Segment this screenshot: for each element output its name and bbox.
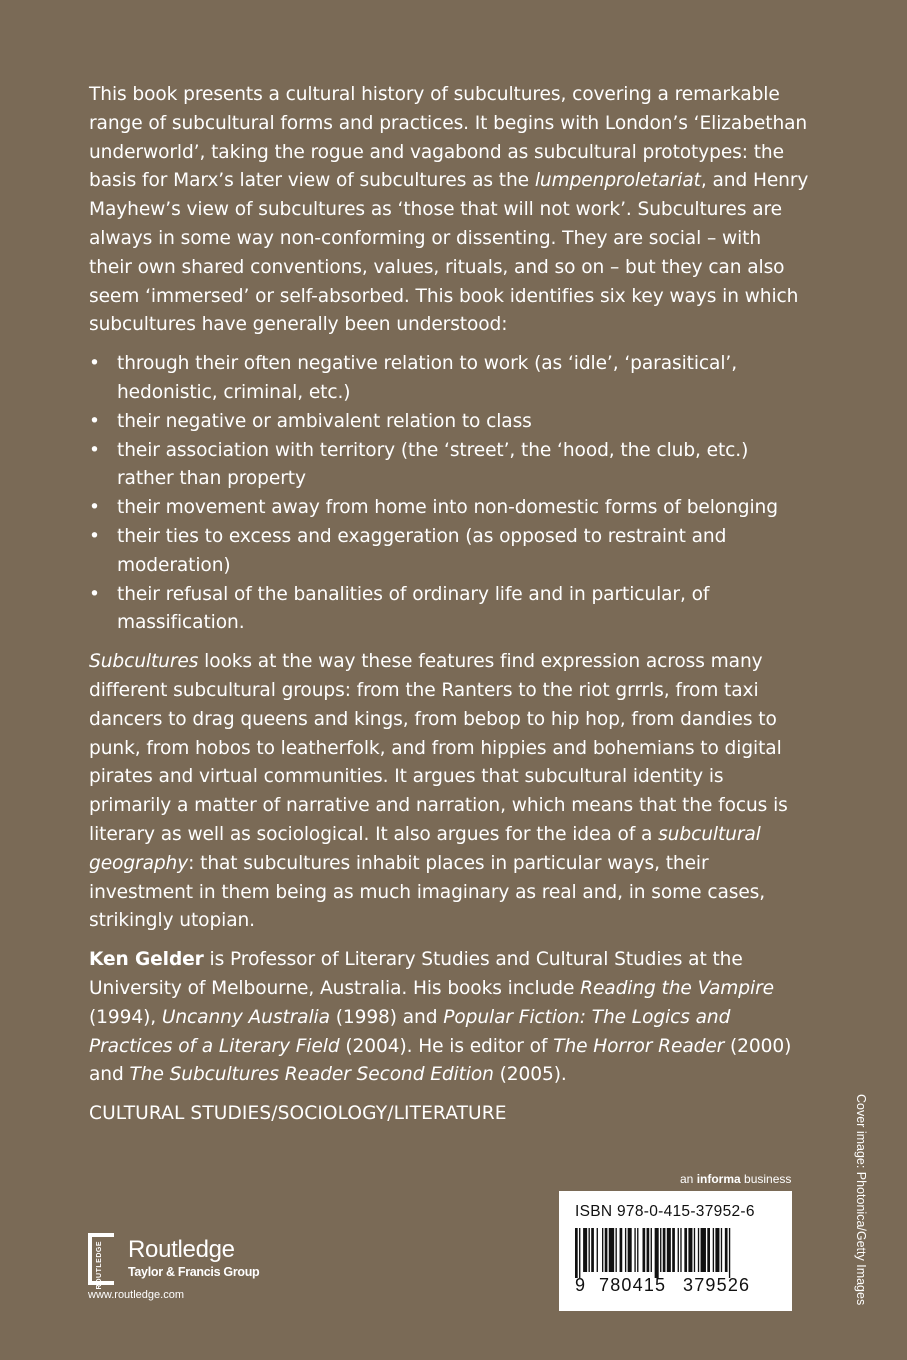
key-ways-list bbox=[89, 350, 809, 638]
logo-vertical-text: ROUTLEDGE bbox=[96, 1241, 103, 1290]
book-title: Reading the Vampire bbox=[580, 977, 774, 999]
book-title: The Horror Reader bbox=[553, 1035, 725, 1057]
barcode-bar bbox=[637, 1228, 638, 1272]
barcode-bar bbox=[694, 1228, 695, 1272]
second-paragraph bbox=[89, 648, 809, 936]
barcode-bar bbox=[602, 1228, 603, 1272]
bio-text: is Professor of Literary Studies and Cultural Studies at the University of Melbourne, Australia. His books include bbox=[89, 949, 743, 999]
barcode-bar bbox=[725, 1228, 728, 1272]
barcode-bar bbox=[680, 1228, 681, 1272]
barcode-bar bbox=[715, 1228, 719, 1272]
isbn-label: ISBN 978-0-415-37952-6 bbox=[575, 1203, 755, 1220]
intro-text-2: , and Henry Mayhew’s view of subcultures as ‘those that will not work’. Subcultures are always in some way non-conforming or dissenting. They are social – with their own shared conventions, values, rituals, and so on – but they can also seem ‘immersed’ or self-absorbed. This book identifies six key ways in which subcultures have generally been understood: bbox=[89, 170, 809, 336]
barcode-bar bbox=[707, 1228, 710, 1272]
bio-text: (2004). He is editor of bbox=[339, 1035, 554, 1057]
barcode-bar bbox=[591, 1228, 594, 1272]
barcode-bar bbox=[634, 1228, 635, 1272]
barcode-icon bbox=[575, 1228, 775, 1278]
author-bio bbox=[89, 946, 809, 1090]
barcode-bar bbox=[678, 1228, 679, 1272]
intro-italic: lumpenproletariat bbox=[534, 170, 701, 192]
barcode-right-digits: 379526 bbox=[683, 1275, 751, 1295]
cover-credit: Cover image: Photonica/Getty Images bbox=[854, 1094, 868, 1306]
list-item: • their negative or ambivalent relation to class bbox=[89, 408, 809, 437]
barcode-bar bbox=[651, 1228, 652, 1272]
barcode-bar bbox=[667, 1228, 671, 1272]
barcode-bar bbox=[625, 1228, 626, 1272]
publisher-logo bbox=[88, 1233, 328, 1303]
list-item: • through their often negative relation to work (as ‘idle’, ‘parasitical’, hedonistic, criminal, etc.) bbox=[89, 350, 809, 408]
bio-text: (2005). bbox=[493, 1064, 567, 1086]
barcode-bar bbox=[721, 1228, 722, 1272]
barcode-bar bbox=[698, 1228, 699, 1272]
barcode-bar bbox=[647, 1228, 650, 1272]
second-italic: subcultural geography bbox=[89, 823, 761, 874]
barcode-bar bbox=[688, 1228, 692, 1272]
publisher-url: www.routledge.com bbox=[88, 1289, 184, 1301]
barcode-bar bbox=[597, 1228, 598, 1272]
list-item: • their refusal of the banalities of ordinary life and in particular, of massification. bbox=[89, 581, 809, 639]
barcode-bar bbox=[672, 1228, 675, 1272]
barcode-bar bbox=[583, 1228, 587, 1272]
barcode-bar bbox=[660, 1228, 661, 1272]
barcode-bar bbox=[663, 1228, 666, 1272]
list-item: • their association with territory (the ‘street’, the ‘hood, the club, etc.) rather than property bbox=[89, 437, 809, 495]
list-item: • their movement away from home into non-domestic forms of belonging bbox=[89, 494, 809, 523]
publisher-group: Taylor & Francis Group bbox=[128, 1265, 260, 1279]
barcode-bar bbox=[605, 1228, 608, 1272]
informa-prefix: an bbox=[680, 1172, 697, 1186]
barcode-bar bbox=[729, 1228, 730, 1278]
publisher-name: Routledge bbox=[128, 1236, 235, 1263]
barcode-bar bbox=[655, 1228, 659, 1278]
barcode-bar bbox=[620, 1228, 623, 1272]
barcode-bar bbox=[609, 1228, 614, 1272]
barcode-bar bbox=[643, 1228, 646, 1272]
back-cover-text bbox=[89, 81, 809, 1129]
bio-text: (1998) and bbox=[329, 1006, 444, 1028]
barcode-bar bbox=[713, 1228, 714, 1272]
intro-text-1: This book presents a cultural history of subcultures, covering a remarkable range of subcultural forms and practices. It begins with London’s ‘Elizabethan underworld’, taking the rogue and vagabond as subcultural prototypes: the basis for Marx’s later view of subcultures as the bbox=[89, 84, 808, 192]
barcode-bar bbox=[616, 1228, 617, 1272]
barcode-bar bbox=[589, 1228, 590, 1272]
barcode-bar bbox=[701, 1228, 706, 1272]
second-text-2: : that subcultures inhabit places in particular ways, their investment in them being as much imaginary as real and, in some cases, strikingly utopian. bbox=[89, 852, 766, 932]
informa-suffix: business bbox=[740, 1172, 792, 1186]
category-label: CULTURAL STUDIES/SOCIOLOGY/LITERATURE bbox=[89, 1103, 507, 1125]
book-title-italic: Subcultures bbox=[89, 651, 199, 673]
informa-tagline bbox=[680, 1172, 791, 1186]
informa-bold: informa bbox=[696, 1172, 741, 1186]
bio-text: (2000) and bbox=[89, 1035, 792, 1086]
routledge-logo-icon bbox=[88, 1233, 114, 1290]
book-title: Popular Fiction: The Logics and Practices of a Literary Field bbox=[89, 1006, 731, 1057]
barcode-bar bbox=[575, 1228, 578, 1278]
barcode-bar bbox=[579, 1228, 580, 1278]
intro-paragraph bbox=[89, 81, 809, 340]
barcode-left-digits: 780415 bbox=[599, 1275, 667, 1295]
barcode-bar bbox=[628, 1228, 632, 1272]
barcode-bar bbox=[684, 1228, 687, 1272]
book-title: The Subcultures Reader Second Edition bbox=[129, 1064, 494, 1086]
barcode-first-digit: 9 bbox=[575, 1275, 587, 1295]
barcode-box bbox=[559, 1191, 792, 1311]
bio-text: (1994), bbox=[89, 1006, 162, 1028]
second-text-1: looks at the way these features find expression across many different subcultural groups: from the Ranters to the riot grrrls, from taxi dancers to drag queens and kings, from bebop to hip hop, from dandies to punk, from hobos to leatherfolk, and from hippies and bohemians to digital pirates and virtual communities. It argues that subcultural identity is primarily a matter of narrative and narration, which means that the focus is literary as well as sociological. It also argues for the idea of a bbox=[89, 651, 788, 845]
book-title: Uncanny Australia bbox=[161, 1006, 330, 1028]
author-name: Ken Gelder bbox=[89, 949, 204, 971]
list-item: • their ties to excess and exaggeration (as opposed to restraint and moderation) bbox=[89, 523, 809, 581]
